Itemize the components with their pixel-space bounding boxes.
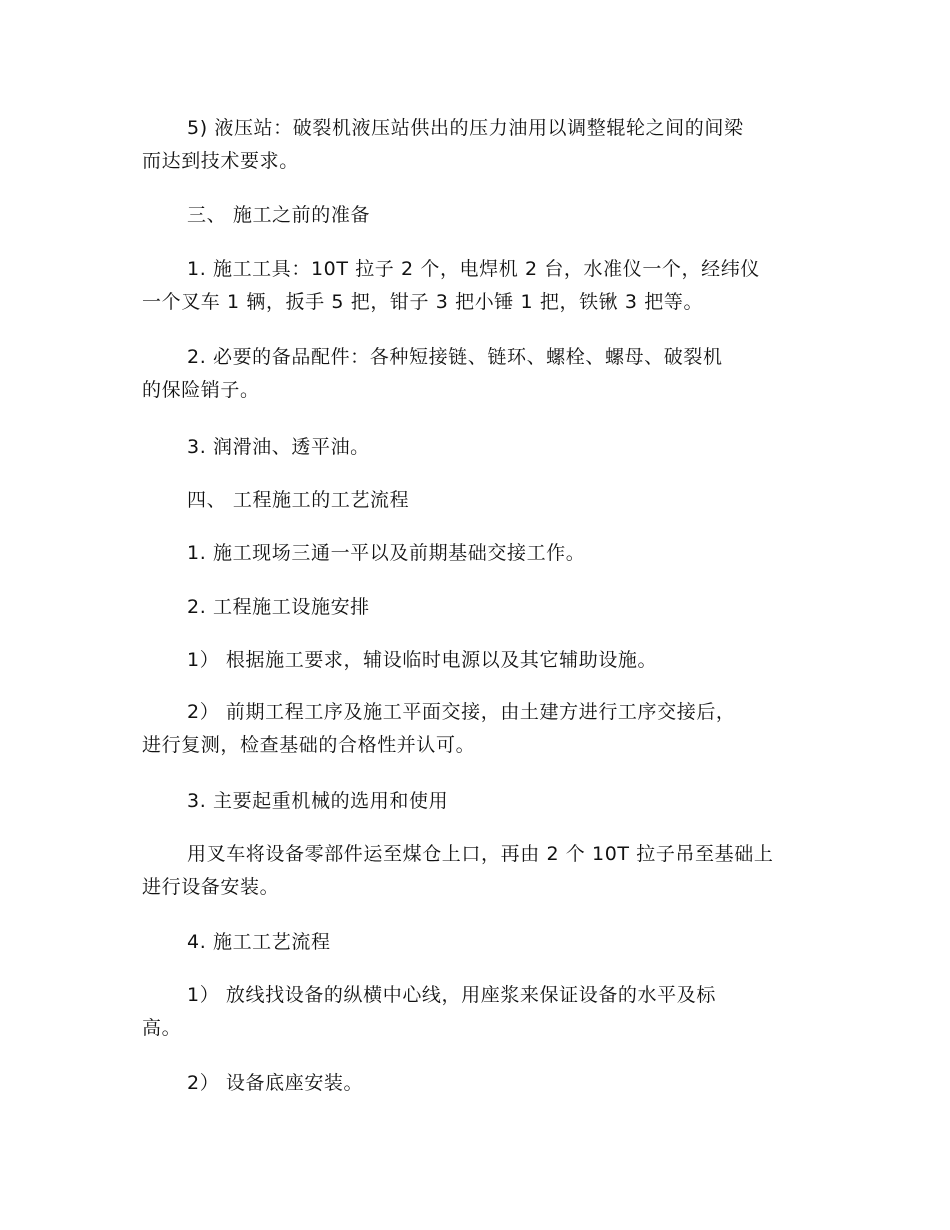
text-line: 4. 施工工艺流程 [187, 931, 331, 953]
text-line: 2） 设备底座安装。 [187, 1072, 364, 1094]
text-line: 3. 润滑油、透平油。 [187, 436, 370, 458]
text-line: 1. 施工工具：10T 拉子 2 个，电焊机 2 台，水准仪一个，经纬仪 [187, 258, 760, 280]
paragraph-process-flow [142, 926, 822, 959]
text-line: 2. 工程施工设施安排 [187, 596, 370, 618]
text-line: 3. 主要起重机械的选用和使用 [187, 790, 449, 812]
paragraph-lubricants [142, 431, 822, 464]
text-line: 高。 [142, 1017, 182, 1039]
paragraph-spare-parts [142, 341, 822, 407]
text-line: 进行复测，检查基础的合格性并认可。 [142, 734, 476, 756]
paragraph-site-preparation [142, 537, 822, 570]
text-line: 而达到技术要求。 [142, 150, 299, 172]
paragraph-facility-arrangement [142, 591, 822, 624]
text-line: 1. 施工现场三通一平以及前期基础交接工作。 [187, 542, 586, 564]
text-line: 四、 工程施工的工艺流程 [187, 489, 410, 511]
paragraph-base-installation [142, 1067, 822, 1100]
text-line: 用叉车将设备零部件运至煤仓上口，再由 2 个 10T 拉子吊至基础上 [187, 843, 774, 865]
paragraph-forklift-transport [142, 838, 822, 904]
text-line: 的保险销子。 [142, 379, 260, 401]
paragraph-hydraulic-station [142, 112, 822, 178]
section-heading-process-flow [142, 484, 822, 517]
paragraph-centerline [142, 979, 822, 1045]
text-line: 一个叉车 1 辆，扳手 5 把，钳子 3 把小锤 1 把，铁锹 3 把等。 [142, 291, 704, 313]
paragraph-handover [142, 696, 822, 762]
text-line: 进行设备安装。 [142, 876, 280, 898]
paragraph-temporary-power [142, 644, 822, 677]
paragraph-tools [142, 253, 822, 319]
text-line: 三、 施工之前的准备 [187, 204, 371, 226]
text-line: 1） 根据施工要求，辅设临时电源以及其它辅助设施。 [187, 649, 658, 671]
paragraph-lifting-machinery [142, 785, 822, 818]
text-line: 2. 必要的备品配件：各种短接链、链环、螺栓、螺母、破裂机 [187, 346, 723, 368]
text-line: 2） 前期工程工序及施工平面交接，由土建方进行工序交接后， [187, 701, 736, 723]
text-line: 1） 放线找设备的纵横中心线，用座浆来保证设备的水平及标 [187, 984, 716, 1006]
section-heading-preparation [142, 199, 822, 232]
text-line: 5) 液压站：破裂机液压站供出的压力油用以调整辊轮之间的间梁 [187, 117, 744, 139]
